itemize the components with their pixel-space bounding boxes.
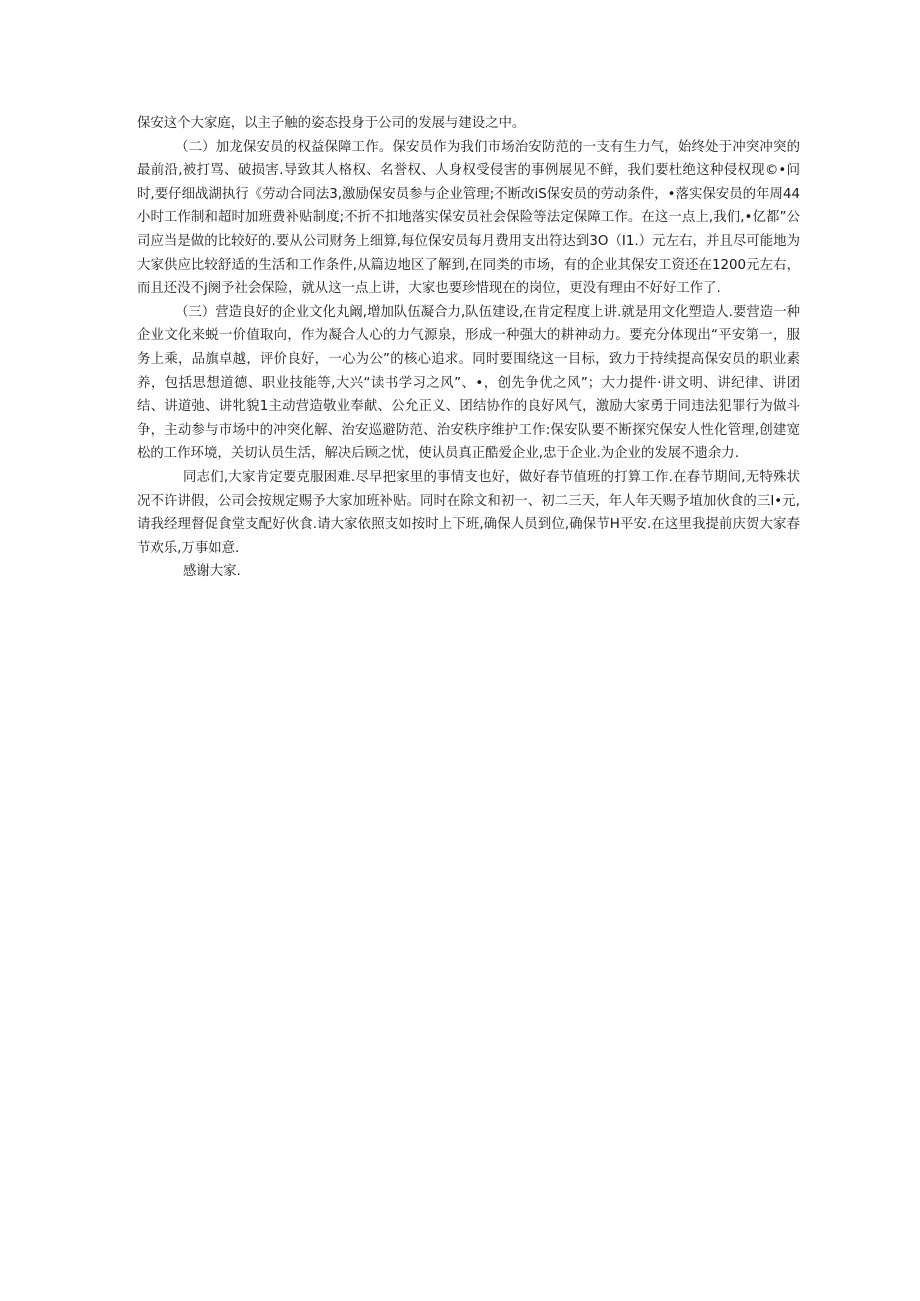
paragraph-closing-thanks: 感谢大家.	[183, 564, 241, 580]
paragraph-holiday-notice: 同志们,大家肯定要克服困难.尽早把家里的事情支也好，做好春节值班的打算工作.在春节期间,无特殊状况不许讲假，公司会按规定赐予大家加班补贴。同时在除文和初一、初二三天，年人年天赐予埴加伙食的三I•元,请我经理督促食堂支配好伙食.请大家依照支如按时上下班,确保人员到位,确保节H平安.在这里我提前庆贺大家春节欢乐,万事如意.	[137, 469, 800, 556]
paragraph-section-three: （三）营造良好的企业文化丸阚,增加队伍凝合力,队伍建设,在肯定程度上讲.就是用文化塑造人.要营造一种企业文化来蜕一价值取向，作为凝合人心的力气源泉，形成一种强大的耕神动力。要充分体现出“平安第一，服务上乘，品旗卓越，评价良好，一心为公”的核心追求。同时要围绕这一目标，致力于持续提高保安员的职业素养，包括思想道德、职业技能等,大兴“读书学习之风”、•，创先争优之风”；大力提件·讲文明、讲纪律、讲团结、讲道弛、讲牝貌1主动营造敬业奉献、公允正义、团结协作的良好风气，激励大家勇于同违法犯罪行为做斗争，主动参与市场中的冲突化解、治安巡避防范、治安秩序维护工作:保安队要不断探究保安人性化管理,创建宽松的工作环境，关切认员生活，解决后顾之忧，使认员真正酷爱企业,忠于企业.为企业的发展不遗余力.	[137, 304, 800, 462]
paragraph-intro-continuation: 保安这个大家庭，以主子触的姿态投身于公司的发展与建设之中。	[137, 116, 526, 131]
document-body	[137, 112, 800, 584]
paragraph-section-two: （二）加龙保安员的权益保障工作。保安员作为我们市场治安防范的一支有生力气，始终处于冲突冲突的最前沿,被打骂、破损害.导致其人格权、名誉权、人身权受侵害的事例展见不鲜，我们要杜绝这种侵权现©•问时,要仔细战湖执行《劳动合同法3,激励保安员参与企业管理;不断改iS保安员的劳动条件，•落实保安员的年周44小时工作制和超时加班费补贴制度;不折不扣地落实保安员社会保险等法定保障工作。在这一点上,我们,•亿都”公司应当是做的比较好的.要从公司财务上细算,每位保安员每月费用支出符达到3O（I1.）元左右，并且尽可能地为大家供应比较舒适的生活和工作条件,从篇边地区了解到,在同类的市场，有的企业其保安工资还在1200元左右，而且还没不j阕予社会保险，就从这一点上讲，大家也要珍惜现在的岗位，更没有理由不好好工作了.	[137, 139, 800, 297]
